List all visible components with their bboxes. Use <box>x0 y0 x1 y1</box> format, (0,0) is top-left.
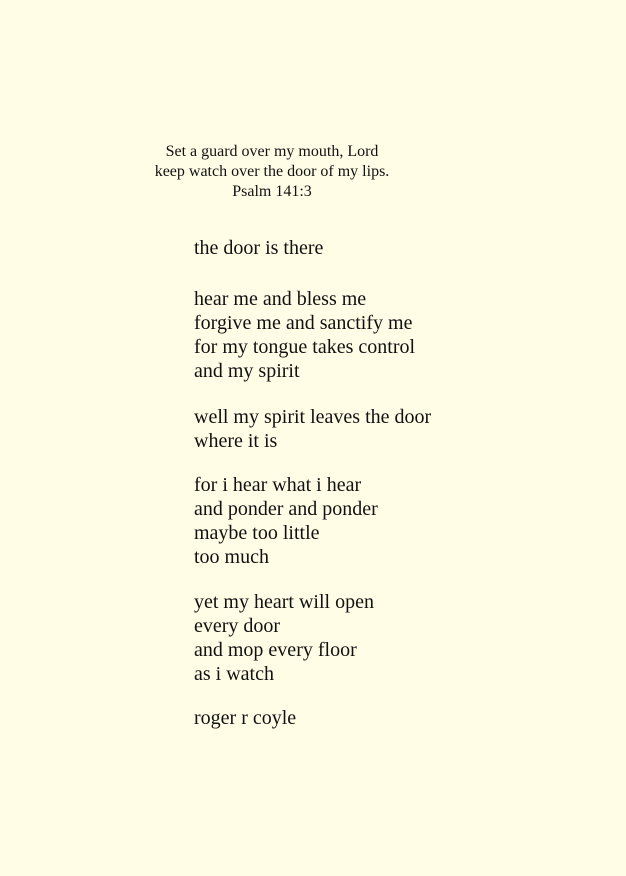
stanza-1-line-1: hear me and bless me <box>194 288 367 310</box>
poem-title: the door is there <box>194 237 324 259</box>
stanza-1-line-2: forgive me and sanctify me <box>194 312 413 334</box>
epigraph <box>0 142 544 202</box>
epigraph-line-1: Set a guard over my mouth, Lord <box>165 143 379 160</box>
epigraph-line-2: keep watch over the door of my lips. <box>154 163 390 180</box>
stanza-1-line-3: for my tongue takes control <box>194 336 416 358</box>
stanza-4-line-4: as i watch <box>194 663 274 685</box>
stanza-3-line-1: for i hear what i hear <box>194 474 362 496</box>
stanza-2-line-2: where it is <box>194 430 278 452</box>
stanza-3-line-4: too much <box>194 546 269 568</box>
poem-author: roger r coyle <box>194 707 297 729</box>
stanza-4-line-3: and mop every floor <box>194 639 357 661</box>
stanza-2-line-1: well my spirit leaves the door <box>194 406 432 428</box>
stanza-1-line-4: and my spirit <box>194 360 300 382</box>
stanza-4-line-1: yet my heart will open <box>194 591 374 613</box>
stanza-3-line-3: maybe too little <box>194 522 320 544</box>
stanza-4-line-2: every door <box>194 615 281 637</box>
stanza-3-line-2: and ponder and ponder <box>194 498 378 520</box>
epigraph-citation: Psalm 141:3 <box>232 183 312 200</box>
